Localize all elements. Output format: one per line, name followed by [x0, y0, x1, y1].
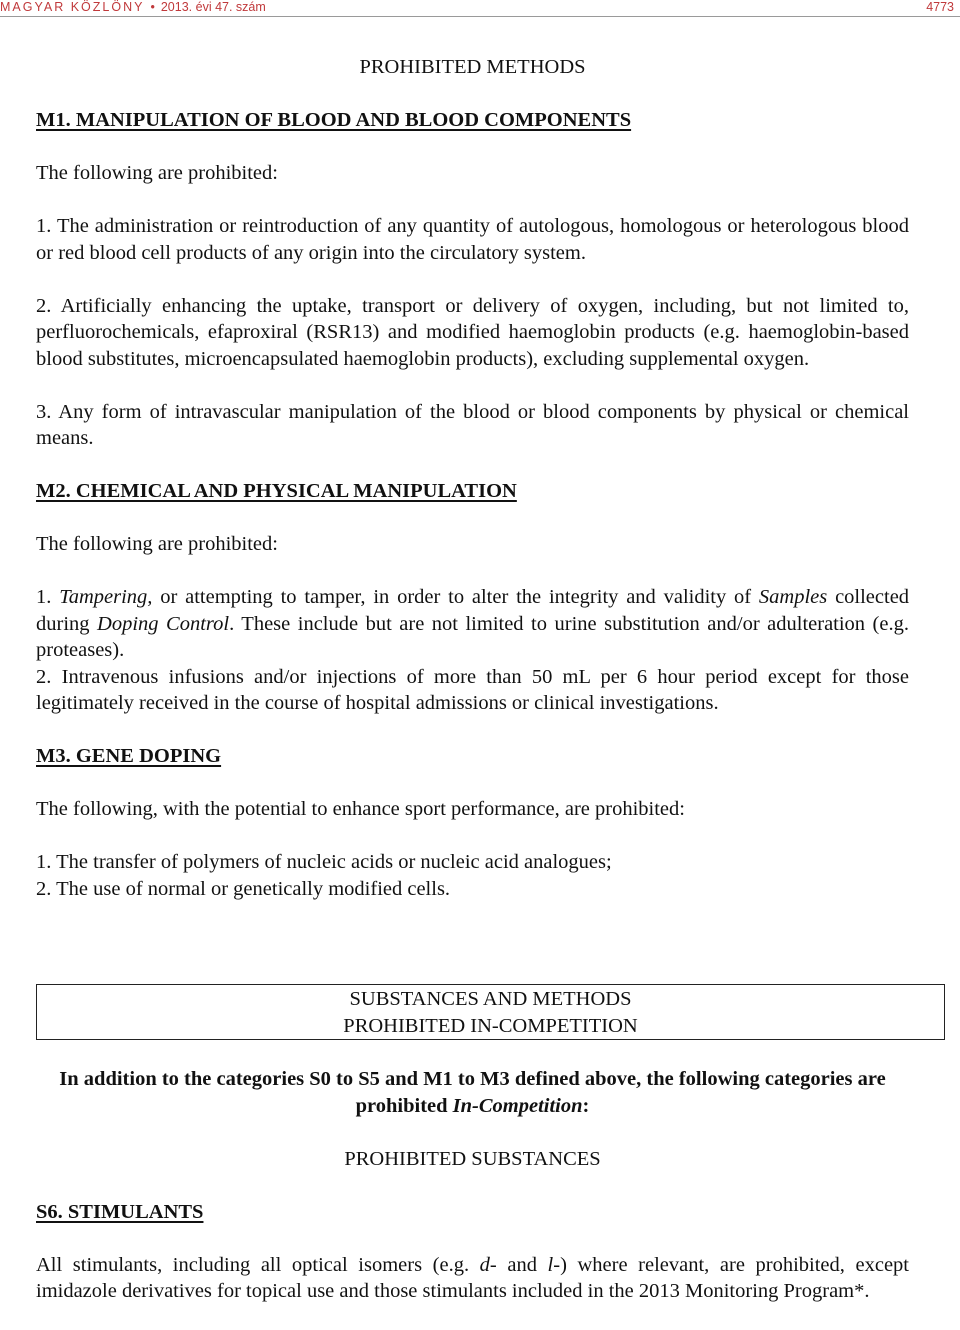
m2-item-1-text-b: collected during — [36, 586, 910, 635]
section-title-prohibited-substances: PROHIBITED SUBSTANCES — [344, 1147, 601, 1170]
s6-text-and: and — [507, 1253, 537, 1276]
m1-item-3: 3. Any form of intravascular manipulation of the blood or blood components by physical or chemical means. — [36, 400, 909, 449]
journal-name: MAGYAR KÖZLÖNY — [0, 0, 145, 14]
heading-m1: M1. MANIPULATION OF BLOOD AND BLOOD COMPONENTS — [36, 109, 632, 131]
s6-text — [36, 1252, 909, 1305]
statement-text: In addition to the categories S0 to S5 and M1 to M3 defined above, the following categories are prohibited — [59, 1068, 886, 1117]
heading-m2: M2. CHEMICAL AND PHYSICAL MANIPULATION — [36, 480, 517, 502]
m3-intro: The following, with the potential to enhance sport performance, are prohibited: — [36, 798, 685, 820]
page-number: 4773 — [926, 0, 954, 14]
term-samples: Samples — [758, 586, 828, 608]
m2-item-2: 2. Intravenous infusions and/or injections of more than 50 mL per 6 hour period except for those legitimately received in the course of hospital admissions or clinical investigations. — [36, 665, 909, 714]
m1-intro: The following are prohibited: — [36, 162, 278, 184]
in-competition-statement — [36, 1066, 909, 1119]
s6-text-a: All stimulants, including all optical isomers (e.g. — [36, 1253, 470, 1276]
journal-issue: 2013. évi 47. szám — [160, 0, 266, 14]
in-competition-section — [36, 1066, 909, 1305]
term-in-competition: In-Competition — [452, 1094, 583, 1117]
m1-item-2: 2. Artificially enhancing the uptake, transport or delivery of oxygen, including, but not limited to, perfluorochemicals, efaproxiral (RSR13) and modified haemoglobin products (e.g. haemoglobin-based blood substitutes, microencapsulated haemoglobin products), excluding supplemental oxygen. — [36, 294, 909, 370]
journal-header — [0, 0, 266, 14]
heading-m3: M3. GENE DOPING — [36, 745, 222, 767]
box-title-line-2: PROHIBITED IN-COMPETITION — [343, 1014, 638, 1037]
document-body — [36, 54, 909, 902]
in-competition-box — [36, 984, 945, 1040]
m2-intro: The following are prohibited: — [36, 533, 278, 555]
m1-item-1: 1. The administration or reintroduction of any quantity of autologous, homologous or heterologous blood or red blood cell products of any origin into the circulatory system. — [36, 215, 909, 264]
m3-item-2: 2. The use of normal or genetically modified cells. — [36, 877, 451, 900]
term-l-isomer: l- — [547, 1253, 561, 1276]
term-tampering: Tampering, — [59, 586, 153, 608]
heading-s6: S6. STIMULANTS — [36, 1200, 204, 1223]
page-header — [0, 0, 960, 17]
s6-text-b: ) where relevant, are prohibited, except imidazole derivatives for topical use and those stimulants included in the 2013 Monitoring Program*. — [36, 1253, 909, 1302]
term-d-isomer: d- — [479, 1253, 497, 1276]
m2-item-1-text-a: or attempting to tamper, in order to alter the integrity and validity of — [160, 586, 752, 608]
statement-colon: : — [582, 1094, 590, 1117]
m2-item-1 — [36, 584, 909, 664]
box-title-line-1: SUBSTANCES AND METHODS — [349, 988, 632, 1010]
m3-item-1: 1. The transfer of polymers of nucleic acids or nucleic acid analogues; — [36, 851, 612, 873]
m2-item-1-number: 1. — [36, 586, 52, 608]
section-title-prohibited-methods: PROHIBITED METHODS — [359, 56, 586, 78]
m2-item-1-text-c: . These include but are not limited to urine substitution and/or adulteration (e.g. proteases). — [36, 612, 909, 661]
term-doping-control: Doping Control — [97, 612, 230, 635]
header-bullet: • — [150, 0, 155, 14]
